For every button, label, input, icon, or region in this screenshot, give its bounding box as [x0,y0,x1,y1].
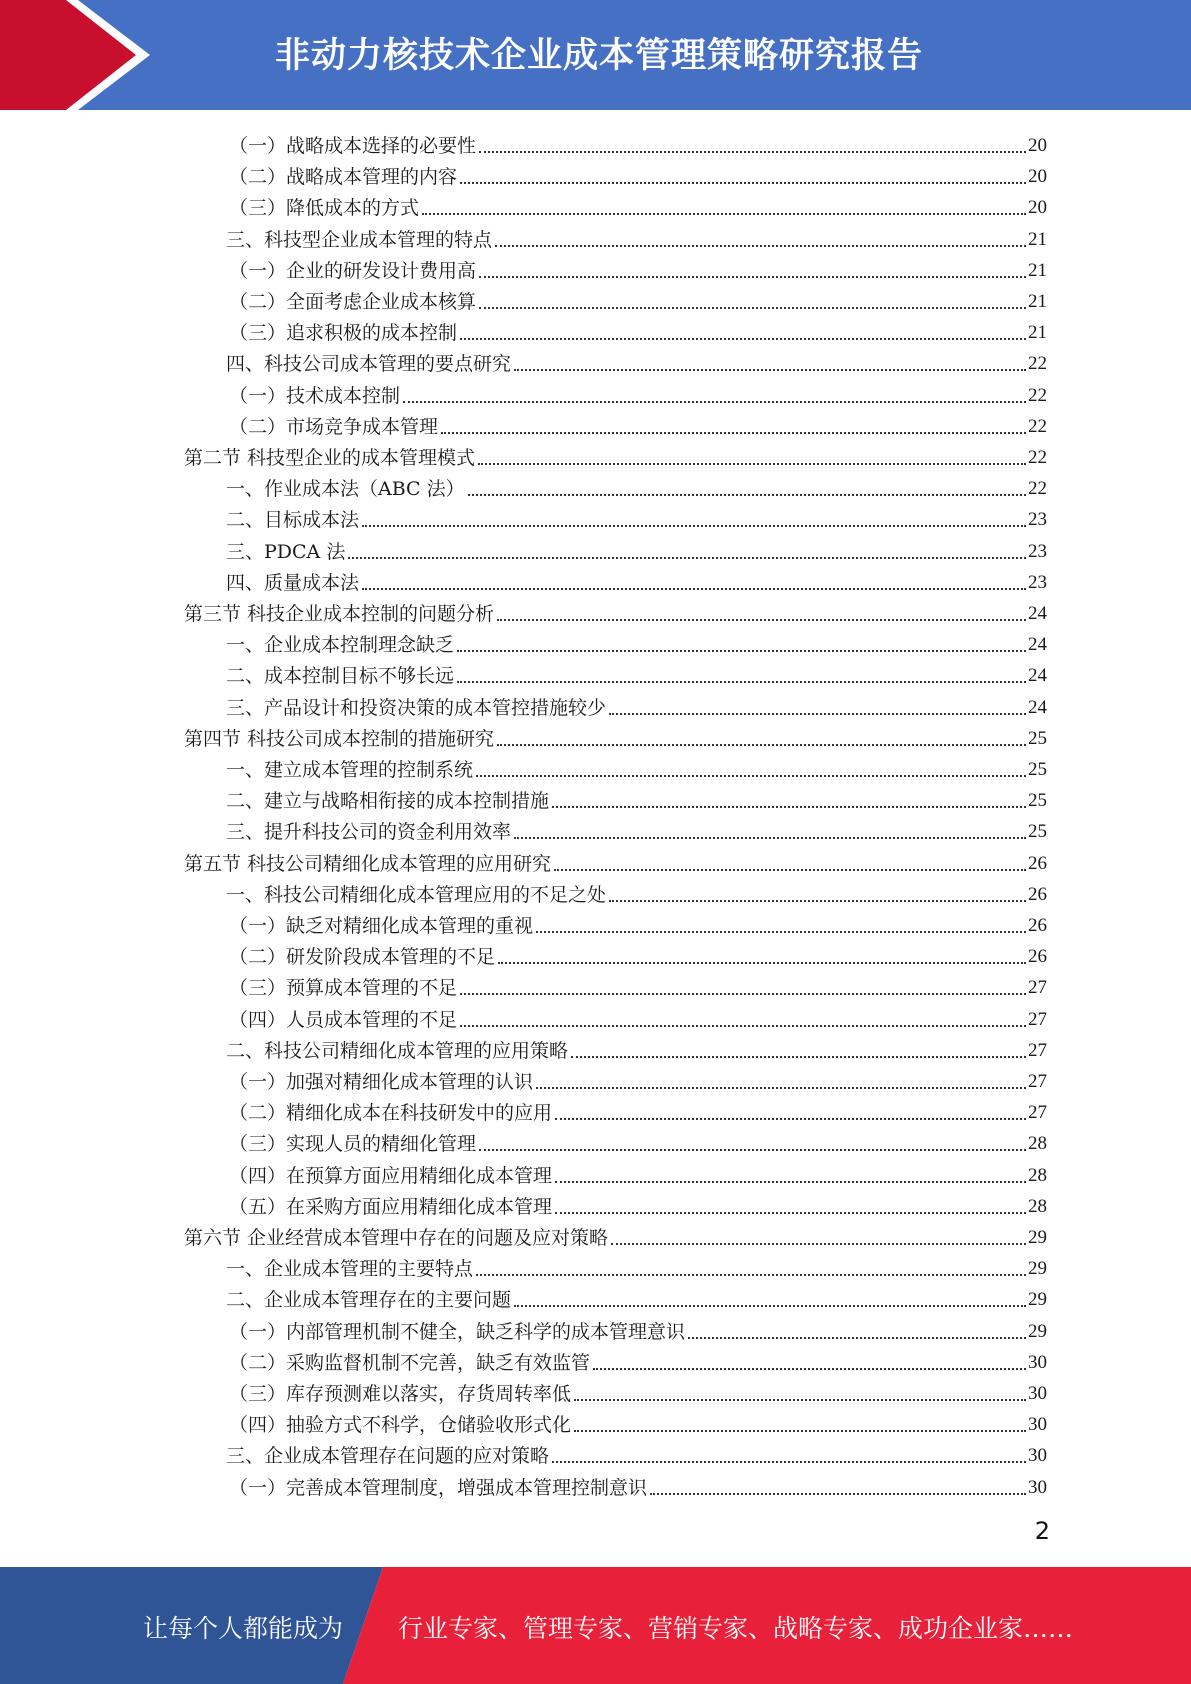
toc-entry-title: 一、建立成本管理的控制系统 [226,759,474,781]
toc-entry[interactable] [229,283,1047,314]
toc-entry-page: 25 [1028,759,1047,780]
toc-entry[interactable] [226,345,1047,376]
toc-entry-title: 第三节 科技企业成本控制的问题分析 [184,603,495,625]
toc-entry-page: 29 [1028,1289,1047,1311]
toc-dot-leader [460,992,1026,995]
toc-entry-title: （一）完善成本管理制度，增强成本管理控制意识 [229,1476,648,1499]
toc-entry-title: （四）人员成本管理的不足 [229,1008,458,1031]
toc-dot-leader [479,1148,1026,1151]
toc-entry[interactable] [229,907,1047,938]
toc-entry-page: 25 [1028,790,1047,812]
toc-entry-title: 一、科技公司精细化成本管理应用的不足之处 [226,883,607,906]
toc-entry[interactable] [184,439,1047,470]
toc-dot-leader [555,1117,1026,1120]
toc-entry-title: 二、成本控制目标不够长远 [226,665,455,688]
toc-entry-title: 第四节 科技公司成本控制的措施研究 [184,727,495,750]
toc-entry-page: 24 [1028,696,1047,718]
toc-entry-title: （一）加强对精细化成本管理的认识 [229,1071,534,1093]
toc-dot-leader [403,400,1026,403]
toc-entry-title: （三）实现人员的精细化管理 [229,1133,477,1156]
toc-entry-page: 24 [1028,665,1047,687]
toc-dot-leader [362,587,1026,590]
toc-entry-page: 29 [1028,1320,1047,1342]
toc-entry-title: 二、建立与战略相衔接的成本控制措施 [226,790,550,813]
toc-entry-title: 第五节 科技公司精细化成本管理的应用研究 [184,852,552,875]
toc-entry[interactable] [226,1032,1047,1063]
toc-entry[interactable] [226,501,1047,532]
toc-dot-leader [422,212,1026,215]
toc-entry-page: 30 [1028,1383,1047,1404]
toc-entry-title: 三、科技型企业成本管理的特点 [226,228,493,251]
toc-entry-title: （一）缺乏对精细化成本管理的重视 [229,915,534,937]
toc-dot-leader [478,462,1026,465]
toc-entry-title: 二、科技公司精细化成本管理的应用策略 [226,1039,569,1062]
toc-entry[interactable] [226,782,1047,813]
toc-entry-page: 20 [1028,197,1047,219]
toc-entry-page: 30 [1028,1476,1047,1498]
toc-entry-title: （一）内部管理机制不健全，缺乏科学的成本管理意识 [229,1320,686,1343]
toc-entry[interactable] [229,1001,1047,1032]
toc-entry-title: 二、企业成本管理存在的主要问题 [226,1289,512,1312]
footer-slogan-right: 行业专家、管理专家、营销专家、战略专家、成功企业家…… [398,1614,1074,1643]
toc-entry[interactable] [229,1313,1047,1344]
toc-entry-page: 24 [1028,603,1047,624]
toc-entry[interactable] [226,813,1047,844]
toc-entry-page: 28 [1028,1164,1047,1186]
toc-entry-title: 三、产品设计和投资决策的成本管控措施较少 [226,696,607,719]
toc-dot-leader [498,961,1026,964]
toc-entry-page: 28 [1028,1133,1047,1155]
toc-entry-title: 四、质量成本法 [226,571,360,594]
toc-entry-page: 29 [1028,1227,1047,1248]
toc-entry[interactable] [229,1406,1047,1437]
toc-dot-leader [609,712,1026,715]
toc-entry-page: 22 [1028,353,1047,375]
toc-dot-leader [460,337,1026,340]
page-footer [0,1567,1191,1684]
toc-dot-leader [574,1398,1026,1401]
toc-entry[interactable] [184,720,1047,751]
toc-entry-page: 26 [1028,946,1047,968]
toc-entry[interactable] [229,1188,1047,1219]
toc-entry-page: 27 [1028,1008,1047,1030]
toc-entry[interactable] [184,595,1047,626]
toc-entry-title: （二）战略成本管理的内容 [229,166,458,189]
toc-entry[interactable] [229,252,1047,283]
toc-dot-leader [555,1180,1026,1183]
toc-entry-title: （三）降低成本的方式 [229,197,420,220]
footer-slogan-left: 让每个人都能成为 [143,1614,344,1643]
toc-entry-page: 30 [1028,1414,1047,1436]
toc-entry-page: 22 [1028,447,1047,468]
toc-dot-leader [457,649,1026,652]
toc-entry-page: 27 [1028,1071,1047,1092]
toc-entry[interactable] [226,626,1047,657]
toc-entry-title: 三、企业成本管理存在问题的应对策略 [226,1445,550,1468]
toc-entry-page: 21 [1028,291,1047,312]
toc-dot-leader [555,1211,1026,1214]
toc-dot-leader [457,680,1026,683]
toc-entry-title: （三）库存预测难以落实，存货周转率低 [229,1383,572,1405]
toc-entry-page: 21 [1028,322,1047,344]
toc-dot-leader [460,1024,1026,1027]
toc-entry-page: 27 [1028,977,1047,999]
toc-entry[interactable] [229,969,1047,1000]
toc-entry[interactable] [229,189,1047,220]
toc-entry-page: 26 [1028,915,1047,936]
toc-dot-leader [468,493,1026,496]
toc-dot-leader [476,1273,1026,1276]
toc-entry-title: （三）追求积极的成本控制 [229,322,458,345]
toc-entry[interactable] [229,1125,1047,1156]
toc-entry[interactable] [229,1094,1047,1125]
toc-entry[interactable] [226,1437,1047,1468]
page-number: 2 [1034,1517,1050,1545]
toc-entry[interactable] [226,689,1047,720]
toc-entry[interactable] [229,1344,1047,1375]
toc-entry[interactable] [229,127,1047,158]
toc-entry-page: 30 [1028,1351,1047,1373]
toc-entry[interactable] [226,470,1047,501]
toc-entry[interactable] [229,938,1047,969]
toc-dot-leader [479,306,1026,309]
toc-entry[interactable] [226,657,1047,688]
toc-entry-title: 三、提升科技公司的资金利用效率 [226,821,512,844]
toc-entry-page: 30 [1028,1445,1047,1467]
toc-entry[interactable] [226,221,1047,252]
toc-entry-title: （一）企业的研发设计费用高 [229,259,477,282]
toc-entry[interactable] [229,1063,1047,1094]
toc-entry[interactable] [229,377,1047,408]
toc-entry-title: 一、作业成本法（ABC 法） [226,478,465,501]
toc-dot-leader [609,899,1026,902]
toc-entry-page: 25 [1028,727,1047,749]
toc-dot-leader [688,1336,1026,1339]
toc-dot-leader [571,1055,1026,1058]
toc-dot-leader [495,244,1026,247]
toc-entry-title: 一、企业成本管理的主要特点 [226,1258,474,1281]
toc-entry[interactable] [229,1375,1047,1406]
toc-entry[interactable] [226,533,1047,564]
toc-dot-leader [552,805,1026,808]
toc-entry[interactable] [229,158,1047,189]
toc-dot-leader [460,181,1026,184]
toc-entry-page: 26 [1028,883,1047,905]
toc-entry-page: 22 [1028,415,1047,437]
toc-entry-title: 三、PDCA 法 [226,540,346,563]
toc-entry-page: 22 [1028,478,1047,500]
toc-dot-leader [611,1242,1026,1245]
page-header [0,0,1191,110]
toc-dot-leader [514,1304,1026,1307]
toc-entry-title: （五）在采购方面应用精细化成本管理 [229,1195,553,1218]
toc-entry-page: 23 [1028,571,1047,593]
document-title: 非动力核技术企业成本管理策略研究报告 [275,36,924,76]
toc-entry-page: 28 [1028,1195,1047,1217]
toc-entry[interactable] [229,408,1047,439]
toc-entry[interactable] [226,564,1047,595]
toc-entry-page: 26 [1028,852,1047,874]
toc-entry-page: 23 [1028,509,1047,531]
toc-entry[interactable] [184,1219,1047,1250]
toc-entry[interactable] [229,1157,1047,1188]
toc-entry-title: 第六节 企业经营成本管理中存在的问题及应对策略 [184,1227,609,1249]
toc-entry[interactable] [226,876,1047,907]
toc-entry[interactable] [226,1281,1047,1312]
toc-entry-page: 29 [1028,1258,1047,1280]
toc-entry-title: 第二节 科技型企业的成本管理模式 [184,447,476,469]
toc-dot-leader [536,930,1026,933]
toc-entry-title: （一）技术成本控制 [229,384,401,407]
toc-dot-leader [348,556,1026,559]
toc-entry-page: 22 [1028,384,1047,406]
header-arrow [0,0,136,110]
toc-dot-leader [362,524,1026,527]
toc-dot-leader [514,368,1026,371]
toc-entry-title: 一、企业成本控制理念缺乏 [226,634,455,657]
toc-entry[interactable] [229,1469,1047,1500]
toc-entry-title: （四）抽验方式不科学，仓储验收形式化 [229,1414,572,1437]
toc-dot-leader [650,1492,1026,1495]
toc-entry-page: 20 [1028,166,1047,188]
toc-entry-title: （二）精细化成本在科技研发中的应用 [229,1102,553,1125]
toc-dot-leader [441,431,1026,434]
toc-entry-page: 20 [1028,135,1047,156]
toc-entry-title: （二）研发阶段成本管理的不足 [229,946,496,969]
toc-dot-leader [593,1367,1026,1370]
toc-dot-leader [536,1086,1026,1089]
toc-dot-leader [479,275,1026,278]
toc-entry-page: 24 [1028,634,1047,656]
toc-dot-leader [574,1429,1026,1432]
toc-dot-leader [497,618,1026,621]
toc-entry-title: （四）在预算方面应用精细化成本管理 [229,1164,553,1187]
toc-dot-leader [514,836,1026,839]
toc-dot-leader [554,868,1026,871]
toc-entry[interactable] [229,314,1047,345]
toc-entry-page: 25 [1028,821,1047,843]
toc-entry[interactable] [226,751,1047,782]
toc-entry-title: （三）预算成本管理的不足 [229,977,458,1000]
toc-entry-page: 21 [1028,228,1047,250]
toc-entry[interactable] [226,1250,1047,1281]
toc-entry-page: 23 [1028,540,1047,562]
toc-entry-title: （二）采购监督机制不完善，缺乏有效监管 [229,1351,591,1374]
toc-entry-page: 27 [1028,1039,1047,1061]
toc-entry-title: （二）全面考虑企业成本核算 [229,291,477,313]
toc-dot-leader [476,774,1026,777]
toc-entry-page: 21 [1028,259,1047,281]
toc-dot-leader [479,150,1026,153]
toc-dot-leader [552,1460,1026,1463]
toc-dot-leader [497,743,1026,746]
toc-entry-title: （一）战略成本选择的必要性 [229,135,477,157]
toc-entry-title: 四、科技公司成本管理的要点研究 [226,353,512,376]
toc-entry-page: 27 [1028,1102,1047,1124]
toc-entry[interactable] [184,845,1047,876]
toc-entry-title: （二）市场竞争成本管理 [229,415,439,438]
toc-entry-title: 二、目标成本法 [226,509,360,532]
